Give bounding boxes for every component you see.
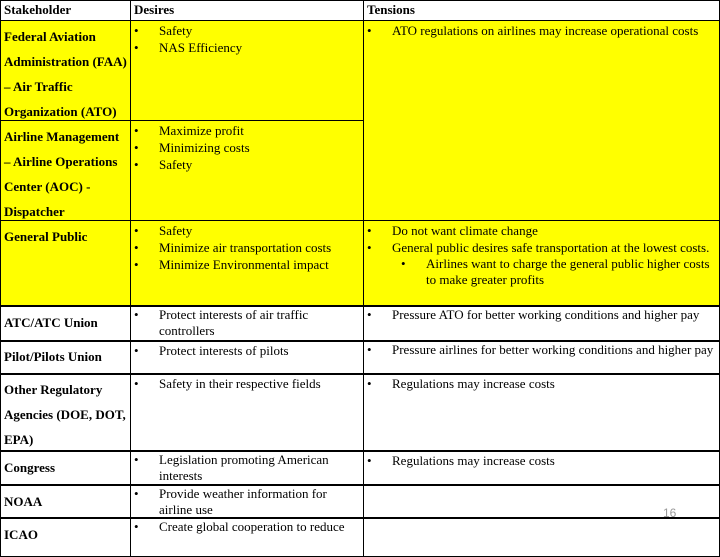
stakeholder-icao: ICAO (0, 517, 131, 557)
header-tensions: Tensions (363, 0, 720, 22)
desires-congress (130, 450, 364, 486)
desires-faa (130, 20, 364, 122)
tensions-atc (363, 305, 720, 342)
list-item: • Provide weather information for airline use (131, 486, 363, 518)
desires-atc (130, 305, 364, 342)
list-item: • Create global cooperation to reduce (131, 519, 363, 535)
tensions-pilots (363, 340, 720, 375)
tensions-faa-aoc (363, 20, 720, 222)
list-item: • Regulations may increase costs (364, 452, 719, 469)
list-item: • Regulations may increase costs (364, 375, 719, 392)
desires-general-public (130, 220, 364, 307)
stakeholder-faa: Federal Aviation Administration (FAA) – Air Traffic Organization (ATO) (0, 20, 131, 122)
list-item: • General public desires safe transportation at the lowest costs. (364, 239, 719, 256)
list-item: • Safety (131, 22, 363, 39)
list-item: • Minimize air transportation costs (131, 239, 363, 256)
stakeholder-pilots: Pilot/Pilots Union (0, 340, 131, 375)
list-item: • Safety in their respective fields (131, 375, 363, 392)
list-item: • Protect interests of air traffic controllers (131, 307, 363, 339)
stakeholder-aoc: Airline Management – Airline Operations Center (AOC) - Dispatcher (0, 120, 131, 222)
stakeholder-other-regulatory: Other Regulatory Agencies (DOE, DOT, EPA) (0, 373, 131, 452)
list-item: • ATO regulations on airlines may increase operational costs (364, 22, 719, 39)
tensions-general-public (363, 220, 720, 307)
list-item: • Pressure ATO for better working conditions and higher pay (364, 307, 719, 323)
stakeholder-noaa: NOAA (0, 484, 131, 519)
sub-list-item: • Airlines want to charge the general public higher costs to make greater profits (364, 256, 719, 288)
stakeholder-congress: Congress (0, 450, 131, 486)
list-item: • Protect interests of pilots (131, 342, 363, 359)
list-item: • Do not want climate change (364, 222, 719, 239)
desires-pilots (130, 340, 364, 375)
stakeholder-atc: ATC/ATC Union (0, 305, 131, 342)
desires-aoc (130, 120, 364, 222)
list-item: • Safety (131, 156, 363, 173)
header-stakeholder: Stakeholder (0, 0, 131, 22)
tensions-icao (363, 517, 720, 557)
desires-other-regulatory (130, 373, 364, 452)
desires-icao (130, 517, 364, 557)
list-item: • Minimizing costs (131, 139, 363, 156)
list-item: • Minimize Environmental impact (131, 256, 363, 273)
list-item: • NAS Efficiency (131, 39, 363, 56)
stakeholder-general-public: General Public (0, 220, 131, 307)
list-item: • Safety (131, 222, 363, 239)
list-item: • Maximize profit (131, 122, 363, 139)
tensions-other-regulatory (363, 373, 720, 452)
list-item: • Legislation promoting American interests (131, 452, 363, 484)
tensions-congress (363, 450, 720, 486)
desires-noaa (130, 484, 364, 519)
header-desires: Desires (130, 0, 364, 22)
page-number: 16 (663, 506, 677, 520)
list-item: • Pressure airlines for better working conditions and higher pay (364, 342, 719, 358)
